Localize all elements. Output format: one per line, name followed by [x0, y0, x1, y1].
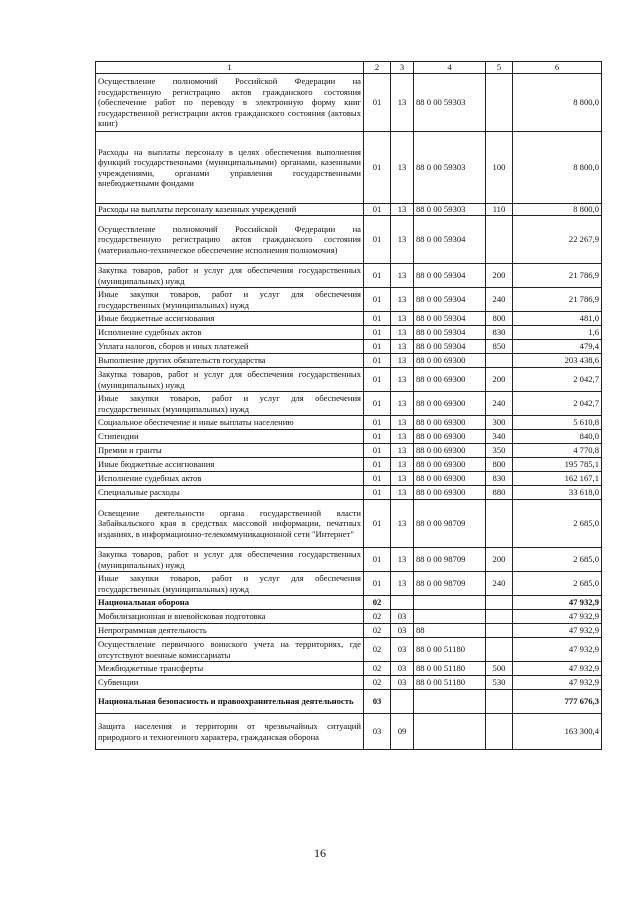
row-amount: 4 770,8 [513, 444, 602, 458]
row-target-article: 88 0 00 69300 [414, 416, 486, 430]
row-subsection-code: 09 [391, 714, 414, 750]
header-col-1: 1 [96, 62, 364, 74]
row-section-code: 01 [364, 74, 391, 132]
row-name: Иные закупки товаров, работ и услуг для обеспечения государственных (муниципальных) нужд [96, 392, 364, 416]
header-col-5: 5 [486, 62, 513, 74]
row-name: Иные закупки товаров, работ и услуг для обеспечения государственных (муниципальных) нужд [96, 572, 364, 596]
row-target-article: 88 0 00 69300 [414, 486, 486, 500]
table-row [96, 458, 602, 472]
row-amount: 2 685,0 [513, 572, 602, 596]
table-row [96, 714, 602, 750]
row-amount: 2 042,7 [513, 368, 602, 392]
row-subsection-code: 03 [391, 662, 414, 676]
row-expense-type [486, 624, 513, 638]
row-target-article [414, 610, 486, 624]
row-amount: 47 932,9 [513, 596, 602, 610]
row-target-article: 88 0 00 51180 [414, 662, 486, 676]
table-row [96, 676, 602, 690]
page-number: 16 [314, 846, 326, 860]
table-row [96, 132, 602, 204]
row-subsection-code: 13 [391, 458, 414, 472]
row-amount: 481,0 [513, 312, 602, 326]
row-section-code: 01 [364, 326, 391, 340]
row-expense-type: 850 [486, 340, 513, 354]
table-row [96, 690, 602, 714]
row-expense-type [486, 638, 513, 662]
row-expense-type [486, 74, 513, 132]
row-target-article: 88 0 00 59304 [414, 288, 486, 312]
row-target-article: 88 0 00 69300 [414, 472, 486, 486]
row-section-code: 01 [364, 368, 391, 392]
row-expense-type [486, 610, 513, 624]
table-row [96, 354, 602, 368]
row-section-code: 01 [364, 416, 391, 430]
row-subsection-code: 13 [391, 444, 414, 458]
row-section-code: 01 [364, 548, 391, 572]
row-target-article: 88 [414, 624, 486, 638]
row-amount: 195 785,1 [513, 458, 602, 472]
row-target-article: 88 0 00 59304 [414, 264, 486, 288]
row-name: Защита населения и территории от чрезвычайных ситуаций природного и техногенного характера, гражданская оборона [96, 714, 364, 750]
row-target-article [414, 690, 486, 714]
row-subsection-code: 03 [391, 624, 414, 638]
table-row [96, 548, 602, 572]
table-row [96, 74, 602, 132]
row-expense-type [486, 500, 513, 548]
row-subsection-code: 13 [391, 472, 414, 486]
row-target-article: 88 0 00 69300 [414, 444, 486, 458]
row-amount: 21 786,9 [513, 288, 602, 312]
row-name: Иные бюджетные ассигнования [96, 458, 364, 472]
row-section-code: 01 [364, 572, 391, 596]
row-subsection-code: 03 [391, 676, 414, 690]
row-expense-type: 300 [486, 416, 513, 430]
row-target-article: 88 0 00 59303 [414, 204, 486, 216]
row-name: Осуществление полномочий Российской Федерации на государственную регистрацию актов гражданского состояния (обеспечение работ по переводу в электронную форму книг государственной регистрации актов гражданского состояния (актовых книг) [96, 74, 364, 132]
table-row [96, 264, 602, 288]
row-subsection-code: 13 [391, 288, 414, 312]
row-amount: 47 932,9 [513, 662, 602, 676]
table-row [96, 486, 602, 500]
row-name: Исполнение судебных актов [96, 472, 364, 486]
row-name: Премии и гранты [96, 444, 364, 458]
row-section-code: 02 [364, 624, 391, 638]
row-expense-type: 530 [486, 676, 513, 690]
table-row [96, 624, 602, 638]
row-target-article: 88 0 00 98709 [414, 548, 486, 572]
row-name: Закупка товаров, работ и услуг для обеспечения государственных (муниципальных) нужд [96, 368, 364, 392]
row-amount: 47 932,9 [513, 676, 602, 690]
row-subsection-code [391, 596, 414, 610]
row-target-article: 88 0 00 69300 [414, 368, 486, 392]
row-expense-type: 200 [486, 264, 513, 288]
row-subsection-code: 13 [391, 486, 414, 500]
table-row [96, 472, 602, 486]
row-subsection-code: 03 [391, 610, 414, 624]
row-name: Расходы на выплаты персоналу в целях обеспечения выполнения функций государственными (муниципальными) органами, казенными учреждениями, органами управления государственными внебюджетными фондами [96, 132, 364, 204]
row-target-article: 88 0 00 69300 [414, 392, 486, 416]
budget-table-container [95, 61, 601, 750]
row-target-article [414, 596, 486, 610]
row-expense-type: 200 [486, 548, 513, 572]
row-subsection-code: 13 [391, 340, 414, 354]
row-amount: 33 618,0 [513, 486, 602, 500]
table-row [96, 500, 602, 548]
row-subsection-code: 13 [391, 264, 414, 288]
table-row [96, 596, 602, 610]
row-section-code: 01 [364, 204, 391, 216]
row-name: Закупка товаров, работ и услуг для обеспечения государственных (муниципальных) нужд [96, 264, 364, 288]
row-name: Закупка товаров, работ и услуг для обеспечения государственных (муниципальных) нужд [96, 548, 364, 572]
table-row [96, 204, 602, 216]
row-section-code: 01 [364, 288, 391, 312]
row-section-code: 02 [364, 610, 391, 624]
table-row [96, 326, 602, 340]
row-target-article: 88 0 00 98709 [414, 500, 486, 548]
row-name: Национальная оборона [96, 596, 364, 610]
row-expense-type: 240 [486, 392, 513, 416]
row-expense-type: 100 [486, 132, 513, 204]
row-amount: 479,4 [513, 340, 602, 354]
row-name: Специальные расходы [96, 486, 364, 500]
row-target-article: 88 0 00 59304 [414, 216, 486, 264]
row-amount: 22 267,9 [513, 216, 602, 264]
table-row [96, 662, 602, 676]
row-subsection-code: 13 [391, 354, 414, 368]
row-expense-type [486, 216, 513, 264]
row-target-article: 88 0 00 59303 [414, 132, 486, 204]
row-amount: 47 932,9 [513, 624, 602, 638]
row-amount: 2 685,0 [513, 500, 602, 548]
row-name: Освещение деятельности органа государственной власти Забайкальского края в средствах массовой информации, печатных изданиях, в информационно-телекоммуникационной сети "Интернет" [96, 500, 364, 548]
row-expense-type: 200 [486, 368, 513, 392]
row-section-code: 01 [364, 132, 391, 204]
table-row [96, 444, 602, 458]
row-subsection-code: 13 [391, 216, 414, 264]
table-row [96, 572, 602, 596]
row-subsection-code [391, 690, 414, 714]
row-name: Осуществление полномочий Российской Федерации на государственную регистрацию актов гражданского состояния (материально-техническое обеспечение исполнения полномочия) [96, 216, 364, 264]
row-amount: 1,6 [513, 326, 602, 340]
row-name: Расходы на выплаты персоналу казенных учреждений [96, 204, 364, 216]
row-name: Социальное обеспечение и иные выплаты населению [96, 416, 364, 430]
row-subsection-code: 13 [391, 548, 414, 572]
row-amount: 8 800,0 [513, 204, 602, 216]
row-name: Исполнение судебных актов [96, 326, 364, 340]
table-header-row [96, 62, 602, 74]
row-expense-type [486, 596, 513, 610]
row-section-code: 01 [364, 340, 391, 354]
row-name: Осуществление первичного воинского учета на территориях, где отсутствуют военные комиссариаты [96, 638, 364, 662]
row-target-article: 88 0 00 69300 [414, 430, 486, 444]
row-amount: 47 932,9 [513, 610, 602, 624]
row-subsection-code: 13 [391, 74, 414, 132]
row-section-code: 02 [364, 676, 391, 690]
table-row [96, 610, 602, 624]
budget-table [95, 61, 602, 750]
row-subsection-code: 13 [391, 132, 414, 204]
row-name: Иные закупки товаров, работ и услуг для обеспечения государственных (муниципальных) нужд [96, 288, 364, 312]
table-body [96, 74, 602, 750]
row-subsection-code: 13 [391, 416, 414, 430]
header-col-2: 2 [364, 62, 391, 74]
row-target-article: 88 0 00 51180 [414, 676, 486, 690]
row-expense-type: 340 [486, 430, 513, 444]
row-name: Непрограммная деятельность [96, 624, 364, 638]
header-col-6: 6 [513, 62, 602, 74]
header-col-4: 4 [414, 62, 486, 74]
table-row [96, 216, 602, 264]
row-target-article: 88 0 00 59303 [414, 74, 486, 132]
row-amount: 2 042,7 [513, 392, 602, 416]
row-expense-type: 500 [486, 662, 513, 676]
row-amount: 162 167,1 [513, 472, 602, 486]
row-amount: 47 932,9 [513, 638, 602, 662]
row-section-code: 03 [364, 690, 391, 714]
row-section-code: 01 [364, 444, 391, 458]
row-subsection-code: 13 [391, 500, 414, 548]
row-expense-type: 800 [486, 458, 513, 472]
row-subsection-code: 13 [391, 430, 414, 444]
row-expense-type: 830 [486, 472, 513, 486]
row-subsection-code: 13 [391, 392, 414, 416]
row-section-code: 01 [364, 216, 391, 264]
table-row [96, 430, 602, 444]
row-expense-type: 800 [486, 312, 513, 326]
row-expense-type: 240 [486, 288, 513, 312]
table-row [96, 312, 602, 326]
row-section-code: 01 [364, 472, 391, 486]
row-section-code: 01 [364, 312, 391, 326]
row-target-article: 88 0 00 59304 [414, 312, 486, 326]
row-target-article: 88 0 00 59304 [414, 340, 486, 354]
row-section-code: 01 [364, 354, 391, 368]
row-amount: 2 685,0 [513, 548, 602, 572]
row-target-article: 88 0 00 51180 [414, 638, 486, 662]
row-name: Национальная безопасность и правоохранительная деятельность [96, 690, 364, 714]
row-subsection-code: 13 [391, 312, 414, 326]
row-section-code: 01 [364, 430, 391, 444]
table-row [96, 392, 602, 416]
row-target-article [414, 714, 486, 750]
row-amount: 5 610,8 [513, 416, 602, 430]
row-target-article: 88 0 00 98709 [414, 572, 486, 596]
row-section-code: 02 [364, 638, 391, 662]
table-row [96, 368, 602, 392]
row-amount: 840,0 [513, 430, 602, 444]
table-row [96, 288, 602, 312]
row-target-article: 88 0 00 59304 [414, 326, 486, 340]
row-section-code: 02 [364, 596, 391, 610]
row-section-code: 01 [364, 458, 391, 472]
row-section-code: 01 [364, 392, 391, 416]
table-row [96, 340, 602, 354]
header-col-3: 3 [391, 62, 414, 74]
row-expense-type: 830 [486, 326, 513, 340]
table-row [96, 416, 602, 430]
row-expense-type [486, 354, 513, 368]
row-expense-type [486, 690, 513, 714]
row-target-article: 88 0 00 69300 [414, 354, 486, 368]
row-name: Выполнение других обязательств государства [96, 354, 364, 368]
row-name: Стипендии [96, 430, 364, 444]
row-subsection-code: 03 [391, 638, 414, 662]
row-name: Иные бюджетные ассигнования [96, 312, 364, 326]
row-name: Мобилизационная и вневойсковая подготовка [96, 610, 364, 624]
table-row [96, 638, 602, 662]
row-target-article: 88 0 00 69300 [414, 458, 486, 472]
row-amount: 777 676,3 [513, 690, 602, 714]
row-name: Субвенции [96, 676, 364, 690]
row-subsection-code: 13 [391, 204, 414, 216]
row-expense-type [486, 714, 513, 750]
row-name: Межбюджетные трансферты [96, 662, 364, 676]
row-section-code: 02 [364, 662, 391, 676]
row-section-code: 01 [364, 264, 391, 288]
row-amount: 163 300,4 [513, 714, 602, 750]
row-subsection-code: 13 [391, 368, 414, 392]
row-expense-type: 110 [486, 204, 513, 216]
row-subsection-code: 13 [391, 326, 414, 340]
row-section-code: 03 [364, 714, 391, 750]
row-subsection-code: 13 [391, 572, 414, 596]
row-section-code: 01 [364, 486, 391, 500]
row-amount: 203 438,6 [513, 354, 602, 368]
row-amount: 8 800,0 [513, 132, 602, 204]
row-amount: 8 800,0 [513, 74, 602, 132]
row-expense-type: 880 [486, 486, 513, 500]
row-name: Уплата налогов, сборов и иных платежей [96, 340, 364, 354]
row-section-code: 01 [364, 500, 391, 548]
row-expense-type: 350 [486, 444, 513, 458]
row-amount: 21 786,9 [513, 264, 602, 288]
row-expense-type: 240 [486, 572, 513, 596]
